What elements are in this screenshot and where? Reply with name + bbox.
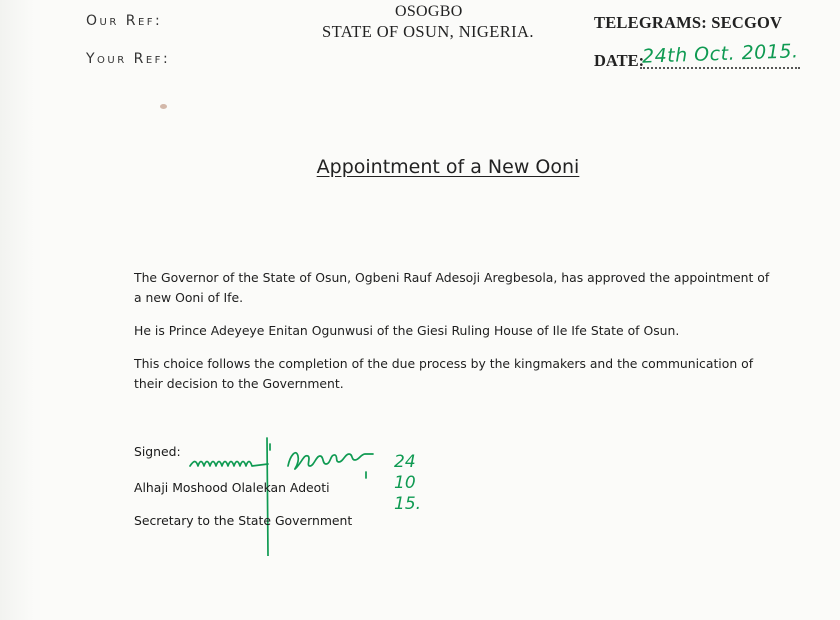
body-paragraph-1: The Governor of the State of Osun, Ogbeni Rauf Adesoji Aregbesola, has approved the appointment of a new Ooni of Ife.	[134, 270, 770, 305]
date-dotted-line	[640, 67, 800, 69]
letterhead-state: STATE OF OSUN, NIGERIA.	[322, 22, 534, 41]
handwritten-date: 24th Oct. 2015.	[641, 40, 799, 68]
body-paragraph-3: This choice follows the completion of the due process by the kingmakers and the communication of their decision to the Government.	[134, 356, 754, 391]
your-ref-label: Your Ref:	[86, 51, 171, 67]
page-title	[0, 156, 840, 178]
telegrams-label: TELEGRAMS: SECGOV	[594, 13, 783, 32]
letter-body	[134, 268, 774, 407]
signed-label: Signed:	[134, 444, 181, 459]
title-text: Appointment of a New Ooni	[316, 156, 580, 178]
our-ref-label: Our Ref:	[86, 13, 163, 29]
date-label: DATE:	[594, 51, 645, 70]
letterhead-city: OSOGBO	[395, 3, 463, 20]
signature-date-year: 15.	[394, 494, 422, 514]
body-paragraph-2: He is Prince Adeyeye Enitan Ogunwusi of the Giesi Ruling House of Ile Ife State of Osun.	[134, 323, 680, 338]
signature-date-note	[394, 452, 421, 515]
signature-date-month: 10	[394, 473, 416, 493]
scan-edge	[0, 0, 34, 620]
signatory-name: Alhaji Moshood Olalekan Adeoti	[134, 480, 330, 495]
signatory-title: Secretary to the State Government	[134, 513, 353, 528]
signature-date-day: 24	[394, 452, 416, 472]
ink-smudge	[160, 104, 167, 109]
